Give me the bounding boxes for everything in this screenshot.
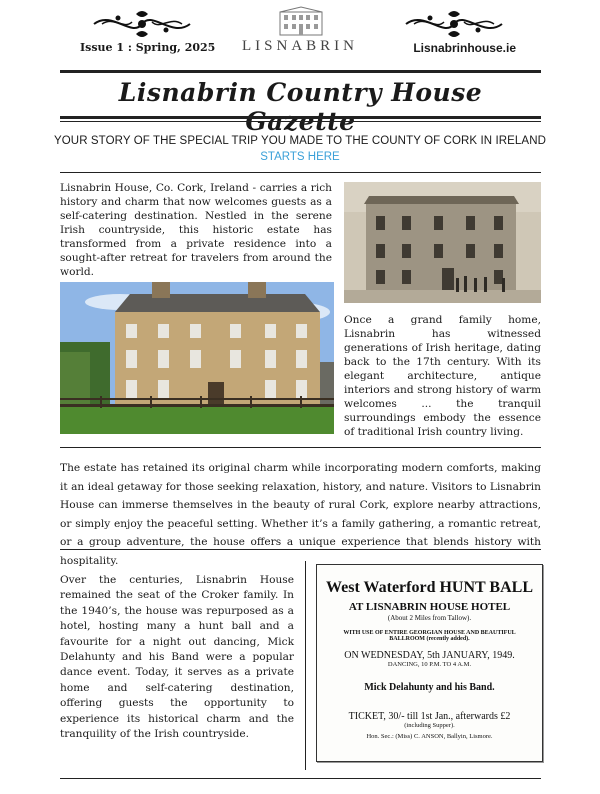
issue-label: Issue 1 : Spring, 2025 — [80, 41, 216, 54]
section-divider-top — [60, 172, 541, 173]
poster-title: West Waterford HUNT BALL — [326, 579, 533, 596]
poster-date: ON WEDNESDAY, 5th JANUARY, 1949. — [344, 650, 515, 661]
logo-wordmark: LISNABRIN — [241, 38, 358, 54]
poster-band: Mick Delahunty and his Band. — [364, 682, 495, 693]
masthead-bottom-rule — [60, 116, 541, 119]
poster-ballroom-line: BALLROOM (recently added). — [389, 636, 470, 642]
starts-here-link[interactable]: STARTS HERE — [260, 151, 340, 163]
heritage-paragraph: Once a grand family home, Lisnabrin has witnessed generations of Irish heritage, dating back to the 17th century. With its elegant architecture, antique interiors and strong history of warm welcomes ... the tranquil surroundings embody the essence of traditional Irish country living. — [344, 314, 541, 438]
centuries-paragraph: Over the centuries, Lisnabrin House remained the seat of the Croker family. In the 1940’s, the house was repurposed as a hotel, hosting many a hunt ball and a favourite for a night out dancing, Mick Delahunty and his Band were a popular dance event. Today, it serves as a private home and self-catering destination, offering guests the opportunity to experience its historical charm and the tranquility of the Irish countryside. — [60, 574, 294, 741]
house-color-photo — [60, 282, 334, 434]
section-divider-middle — [60, 447, 541, 448]
estate-paragraph: The estate has retained its original charm while incorporating modern comforts, making it an ideal getaway for those seeking relaxation, history, and nature. Visitors to Lisnabrin House can immerse themselves in the beauty of rural Cork, explore nearby attractions, or simply enjoy the peaceful setting. Whether it’s a family gathering, a romantic retreat, or a group adventure, the house offers a unique experience that blends history with hospitality. — [60, 462, 541, 567]
section-divider-lower — [60, 549, 541, 550]
intro-paragraph: Lisnabrin House, Co. Cork, Ireland - carries a rich history and charm that now welcomes guests as a self-catering destination. Nestled in the serene Irish countryside, this historic estate has transformed from a private residence into a sought-after retreat for travelers from around the world. — [60, 182, 332, 278]
hunt-ball-poster — [316, 564, 543, 762]
poster-hours: DANCING, 10 P.M. TO 4 A.M. — [387, 661, 472, 668]
house-logo-icon — [278, 6, 324, 36]
poster-venue: AT LISNABRIN HOUSE HOTEL — [348, 601, 511, 613]
masthead-top-rule — [60, 70, 541, 73]
poster-ticket: TICKET, 30/- till 1st Jan., afterwards £2 — [348, 711, 511, 722]
right-flourish-ornament — [404, 8, 504, 40]
vertical-divider — [305, 561, 306, 770]
left-flourish-ornament — [92, 8, 192, 40]
poster-location: (About 2 Miles from Tallow). — [387, 614, 472, 622]
masthead-title: Lisnabrin Country House — [118, 78, 483, 107]
website-link[interactable]: Lisnabrinhouse.ie — [413, 41, 516, 55]
masthead-bottom-thin-rule — [60, 121, 541, 122]
subtitle: YOUR STORY OF THE SPECIAL TRIP YOU MADE TO THE COUNTY OF CORK IN IRELAND — [53, 135, 546, 147]
section-divider-bottom — [60, 778, 541, 779]
sepia-historic-photo — [344, 182, 541, 303]
poster-use-line: WITH USE OF ENTIRE GEORGIAN HOUSE AND BEAUTIFUL — [343, 630, 516, 636]
poster-secretary: Hon. Sec.: (Miss) C. ANSON, Ballyin, Lismore. — [366, 733, 493, 740]
poster-supper: (including Supper). — [404, 722, 455, 729]
